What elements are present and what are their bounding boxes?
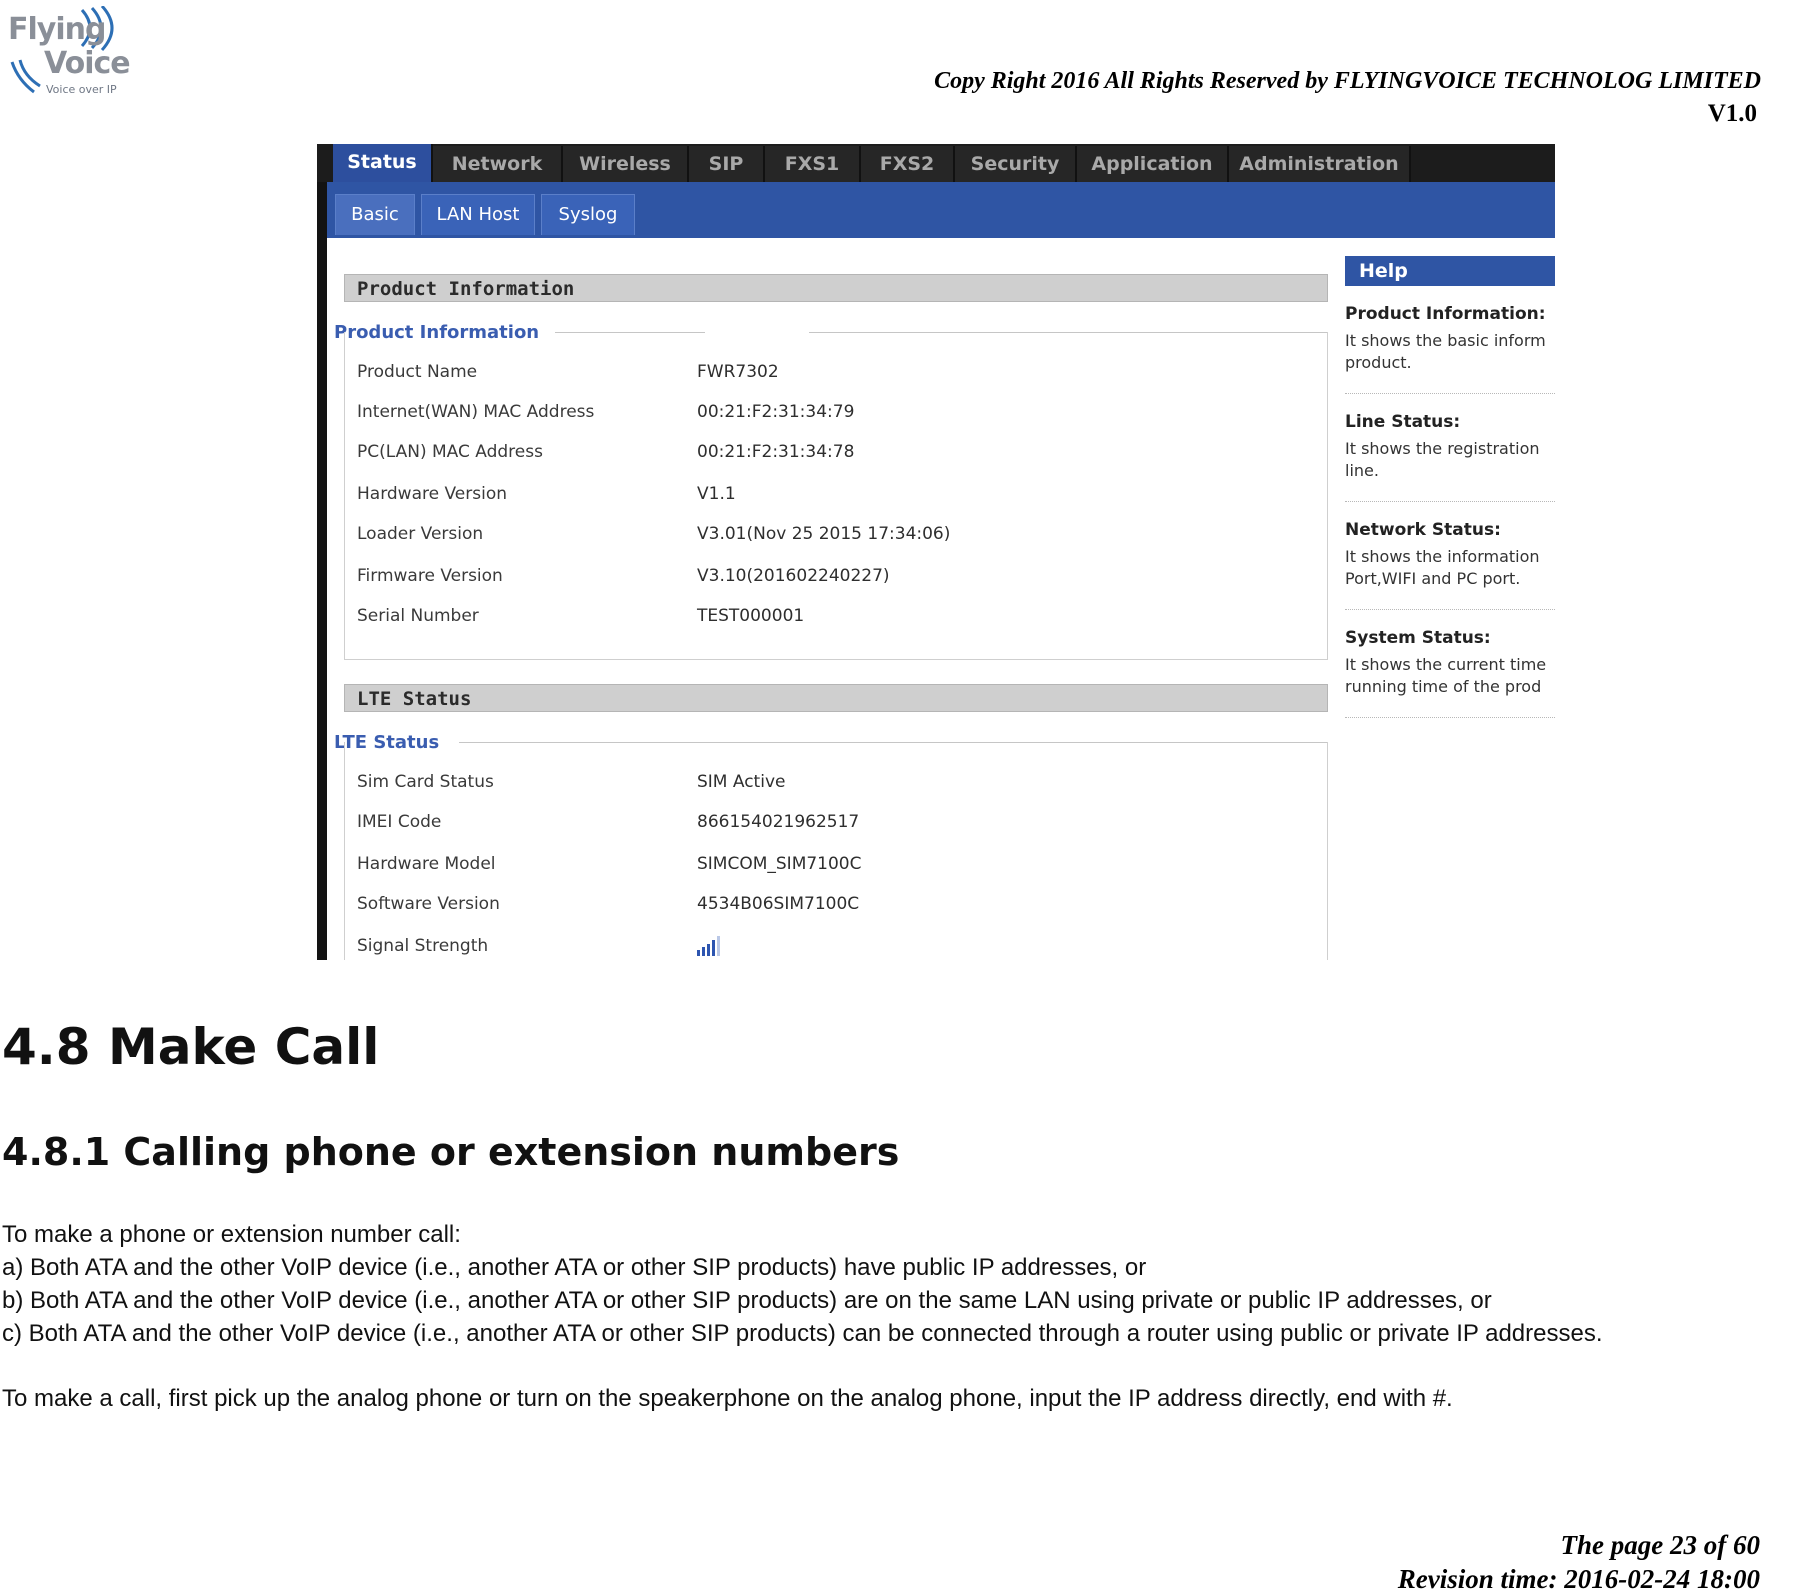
help-item-text xyxy=(1345,654,1555,698)
paragraph-option-b: b) Both ATA and the other VoIP device (i.e., another ATA or other SIP products) are on the same LAN using private or public IP addresses, or xyxy=(2,1287,1492,1314)
page-number: The page 23 of 60 xyxy=(1560,1530,1760,1560)
flyingvoice-logo xyxy=(8,6,130,96)
subsection-heading: 4.8.1 Calling phone or extension numbers xyxy=(2,1130,900,1174)
revision-time: Revision time: 2016-02-24 18:00 xyxy=(1397,1564,1760,1594)
help-header: Help xyxy=(1345,256,1555,286)
help-item-title: Line Status: xyxy=(1345,412,1461,432)
loader-version-value: V3.01(Nov 25 2015 17:34:06) xyxy=(697,524,951,544)
product-info-bar: Product Information xyxy=(344,274,1328,302)
software-version-label: Software Version xyxy=(357,894,500,914)
sub-navigation xyxy=(327,182,1555,238)
top-navigation xyxy=(317,144,1555,182)
hardware-model-label: Hardware Model xyxy=(357,854,496,874)
copyright-notice: Copy Right 2016 All Rights Reserved by FLYINGVOICE TECHNOLOG LIMITED xyxy=(934,68,1761,94)
tab-network[interactable]: Network xyxy=(433,146,563,182)
help-separator xyxy=(1345,717,1555,718)
subtab-syslog[interactable]: Syslog xyxy=(541,194,635,235)
paragraph-intro: To make a phone or extension number call: xyxy=(2,1221,461,1248)
hardware-model-value: SIMCOM_SIM7100C xyxy=(697,854,862,874)
help-text-line: product. xyxy=(1345,353,1412,372)
logo-text-flying: Flying xyxy=(8,12,106,47)
help-text-line: It shows the current time xyxy=(1345,655,1547,674)
lan-mac-value: 00:21:F2:31:34:78 xyxy=(697,442,855,462)
signal-strength-icon xyxy=(697,936,720,956)
paragraph-instructions: To make a call, first pick up the analog phone or turn on the speakerphone on the analog phone, input the IP address directly, end with #. xyxy=(2,1385,1453,1412)
serial-number-label: Serial Number xyxy=(357,606,479,626)
tab-application[interactable]: Application xyxy=(1077,146,1229,182)
firmware-version-label: Firmware Version xyxy=(357,566,503,586)
paragraph-option-c: c) Both ATA and the other VoIP device (i.e., another ATA or other SIP products) can be connected through a router using public or private IP addresses. xyxy=(2,1320,1603,1347)
help-text-line: running time of the prod xyxy=(1345,677,1542,696)
tab-wireless[interactable]: Wireless xyxy=(563,146,689,182)
help-item-title: Network Status: xyxy=(1345,520,1501,540)
wan-mac-value: 00:21:F2:31:34:79 xyxy=(697,402,855,422)
help-text-line: line. xyxy=(1345,461,1379,480)
signal-strength-label: Signal Strength xyxy=(357,936,489,956)
serial-number-value: TEST000001 xyxy=(697,606,805,626)
product-info-legend: Product Information xyxy=(334,322,540,343)
subtab-basic[interactable]: Basic xyxy=(335,194,415,235)
tab-fxs2[interactable]: FXS2 xyxy=(861,146,955,182)
tab-administration[interactable]: Administration xyxy=(1229,146,1411,182)
imei-label: IMEI Code xyxy=(357,812,442,832)
sim-status-value: SIM Active xyxy=(697,772,786,792)
tab-status[interactable]: Status xyxy=(333,144,433,182)
help-item-system-status xyxy=(1345,628,1555,698)
help-item-network-status xyxy=(1345,520,1555,590)
help-item-title: System Status: xyxy=(1345,628,1491,648)
help-item-product-information xyxy=(1345,304,1555,374)
loader-version-label: Loader Version xyxy=(357,524,484,544)
help-text-line: It shows the information xyxy=(1345,547,1540,566)
help-text-line: It shows the registration xyxy=(1345,439,1540,458)
subtab-lan-host[interactable]: LAN Host xyxy=(421,194,535,235)
help-separator xyxy=(1345,393,1555,394)
section-heading: 4.8 Make Call xyxy=(2,1018,380,1076)
webui-screenshot xyxy=(317,144,1555,960)
help-item-text xyxy=(1345,546,1555,590)
tab-fxs1[interactable]: FXS1 xyxy=(765,146,861,182)
wan-mac-label: Internet(WAN) MAC Address xyxy=(357,402,595,422)
screenshot-left-border xyxy=(317,144,327,960)
lte-status-bar: LTE Status xyxy=(344,684,1328,712)
logo-text-voice: Voice xyxy=(44,46,130,81)
help-item-text xyxy=(1345,438,1555,482)
paragraph-option-a: a) Both ATA and the other VoIP device (i.e., another ATA or other SIP products) have public IP addresses, or xyxy=(2,1254,1147,1281)
hardware-version-label: Hardware Version xyxy=(357,484,507,504)
help-item-text xyxy=(1345,330,1555,374)
voice-waves-icon xyxy=(8,58,44,98)
tab-security[interactable]: Security xyxy=(955,146,1077,182)
sim-status-label: Sim Card Status xyxy=(357,772,494,792)
help-separator xyxy=(1345,609,1555,610)
software-version-value: 4534B06SIM7100C xyxy=(697,894,860,914)
document-version: V1.0 xyxy=(1707,100,1757,127)
logo-subtitle: Voice over IP xyxy=(46,83,117,96)
help-separator xyxy=(1345,501,1555,502)
help-text-line: It shows the basic inform xyxy=(1345,331,1546,350)
help-item-line-status xyxy=(1345,412,1555,482)
product-name-label: Product Name xyxy=(357,362,478,382)
help-item-title: Product Information: xyxy=(1345,304,1546,324)
lte-status-legend: LTE Status xyxy=(334,732,440,753)
firmware-version-value: V3.10(201602240227) xyxy=(697,566,890,586)
product-name-value: FWR7302 xyxy=(697,362,779,382)
tab-sip[interactable]: SIP xyxy=(689,146,765,182)
imei-value: 866154021962517 xyxy=(697,812,860,832)
hardware-version-value: V1.1 xyxy=(697,484,736,504)
help-text-line: Port,WIFI and PC port. xyxy=(1345,569,1521,588)
lan-mac-label: PC(LAN) MAC Address xyxy=(357,442,543,462)
